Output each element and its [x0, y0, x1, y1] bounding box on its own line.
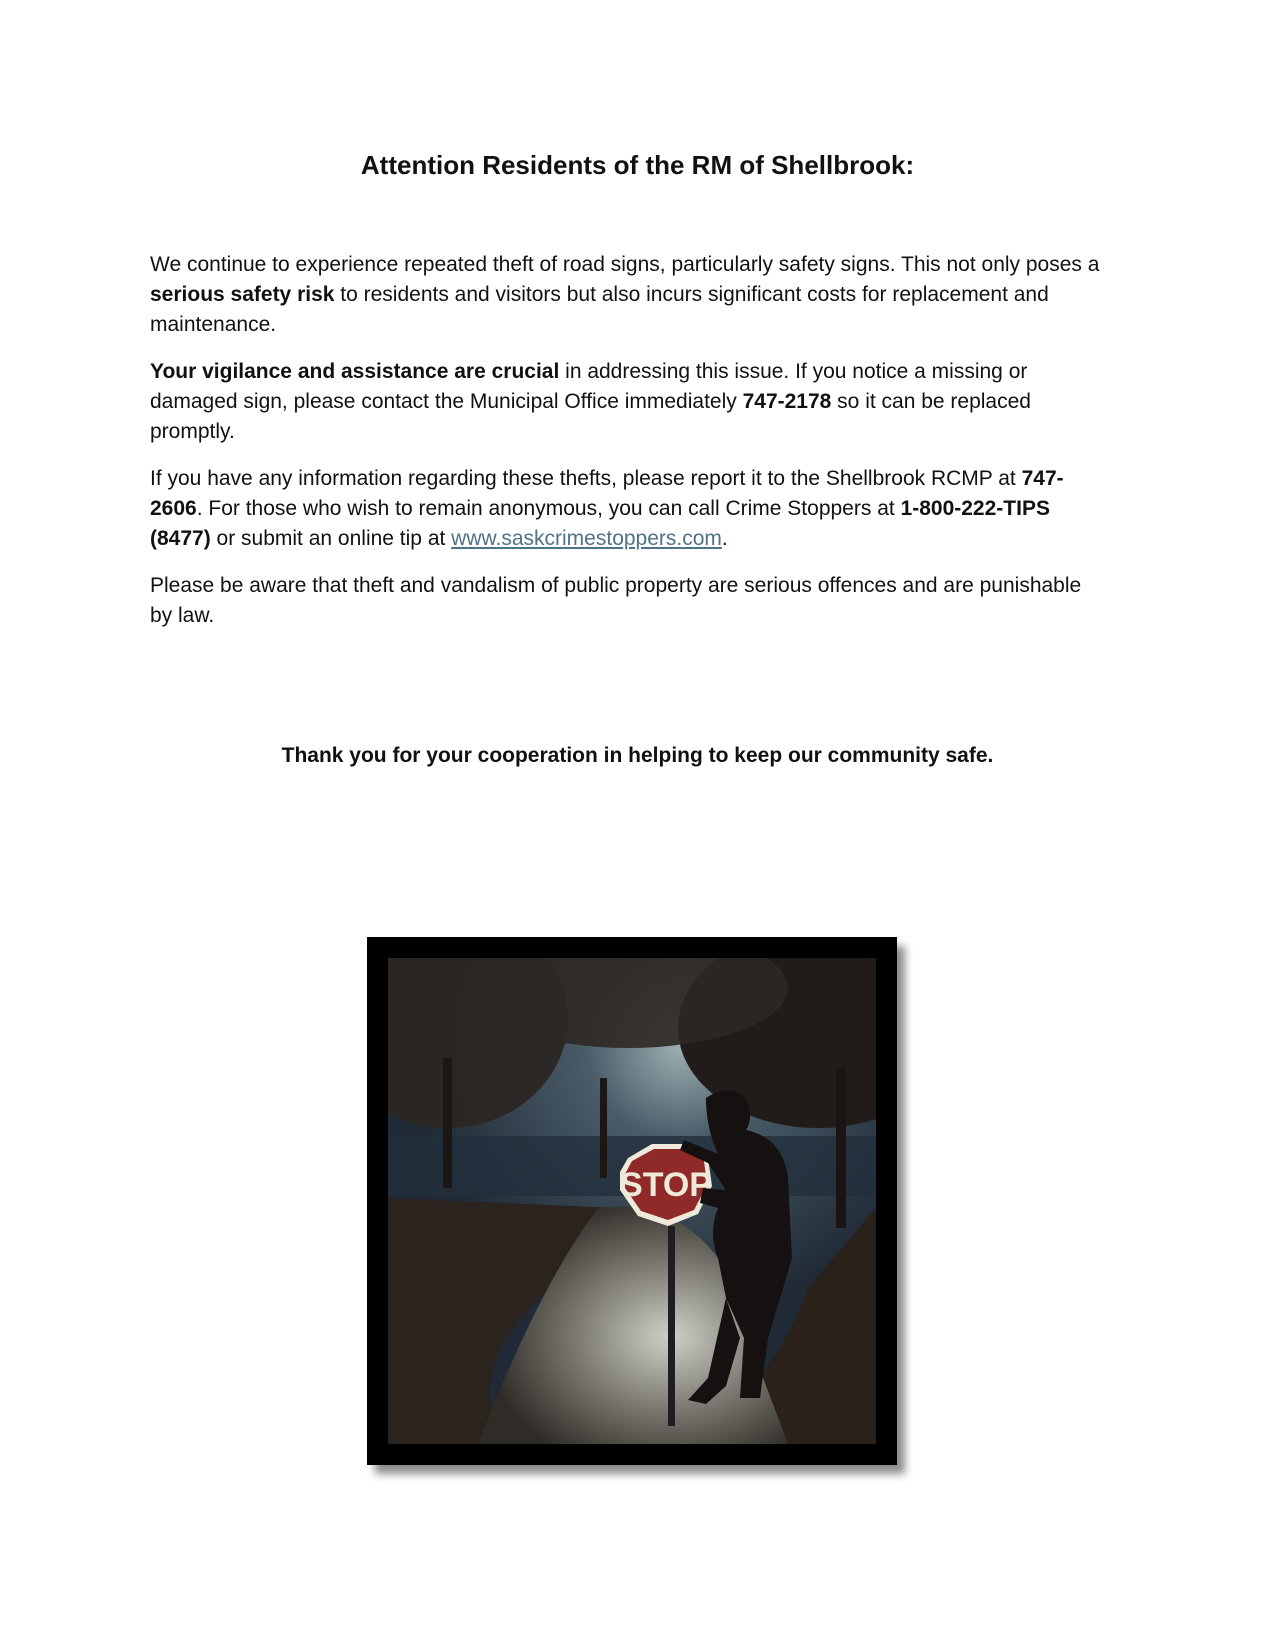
thank-you-line: Thank you for your cooperation in helping to keep our community safe.	[281, 744, 994, 767]
illustration-frame	[367, 937, 897, 1465]
notice-body	[150, 250, 1105, 648]
stop-sign-theft-illustration	[388, 958, 876, 1444]
p3-text-a: If you have any information regarding these thefts, please report it to the Shellbrook RCMP at	[150, 467, 1022, 490]
crime-stoppers-link[interactable]: www.saskcrimestoppers.com	[451, 527, 722, 550]
p1-text-a: We continue to experience repeated theft of road signs, particularly safety signs. This not only poses a	[150, 253, 1100, 276]
paragraph-report-theft-info	[150, 464, 1105, 554]
p3-text-f: .	[721, 527, 728, 550]
stop-sign-text: STOP	[620, 1166, 712, 1204]
p1-text-c: to residents and visitors but also incurs significant costs for replacement and maintenance.	[150, 283, 1049, 336]
rcmp-phone: 747-2606	[150, 467, 1064, 520]
p3-text-e: or submit an online tip at	[210, 527, 452, 550]
paragraph-theft-issue	[150, 250, 1105, 340]
p3-text-c: . For those who wish to remain anonymous, you can call Crime Stoppers at	[196, 497, 901, 520]
p2-bold-vigilance: Your vigilance and assistance are crucial	[150, 360, 560, 383]
paragraph-penalty-warning: Please be aware that theft and vandalism of public property are serious offences and are punishable by law.	[150, 574, 1082, 627]
p2-text-b: in addressing this issue. If you notice a missing or damaged sign, please contact the Municipal Office immediately	[150, 360, 1028, 413]
notice-title: Attention Residents of the RM of Shellbrook:	[360, 150, 915, 180]
crime-stoppers-phone: 1-800-222-TIPS (8477)	[150, 497, 1050, 550]
p2-text-d: so it can be replaced promptly.	[150, 390, 1031, 443]
p1-bold-safety-risk: serious safety risk	[150, 283, 335, 306]
paragraph-report-missing-sign	[150, 357, 1105, 447]
municipal-office-phone: 747-2178	[742, 390, 832, 413]
